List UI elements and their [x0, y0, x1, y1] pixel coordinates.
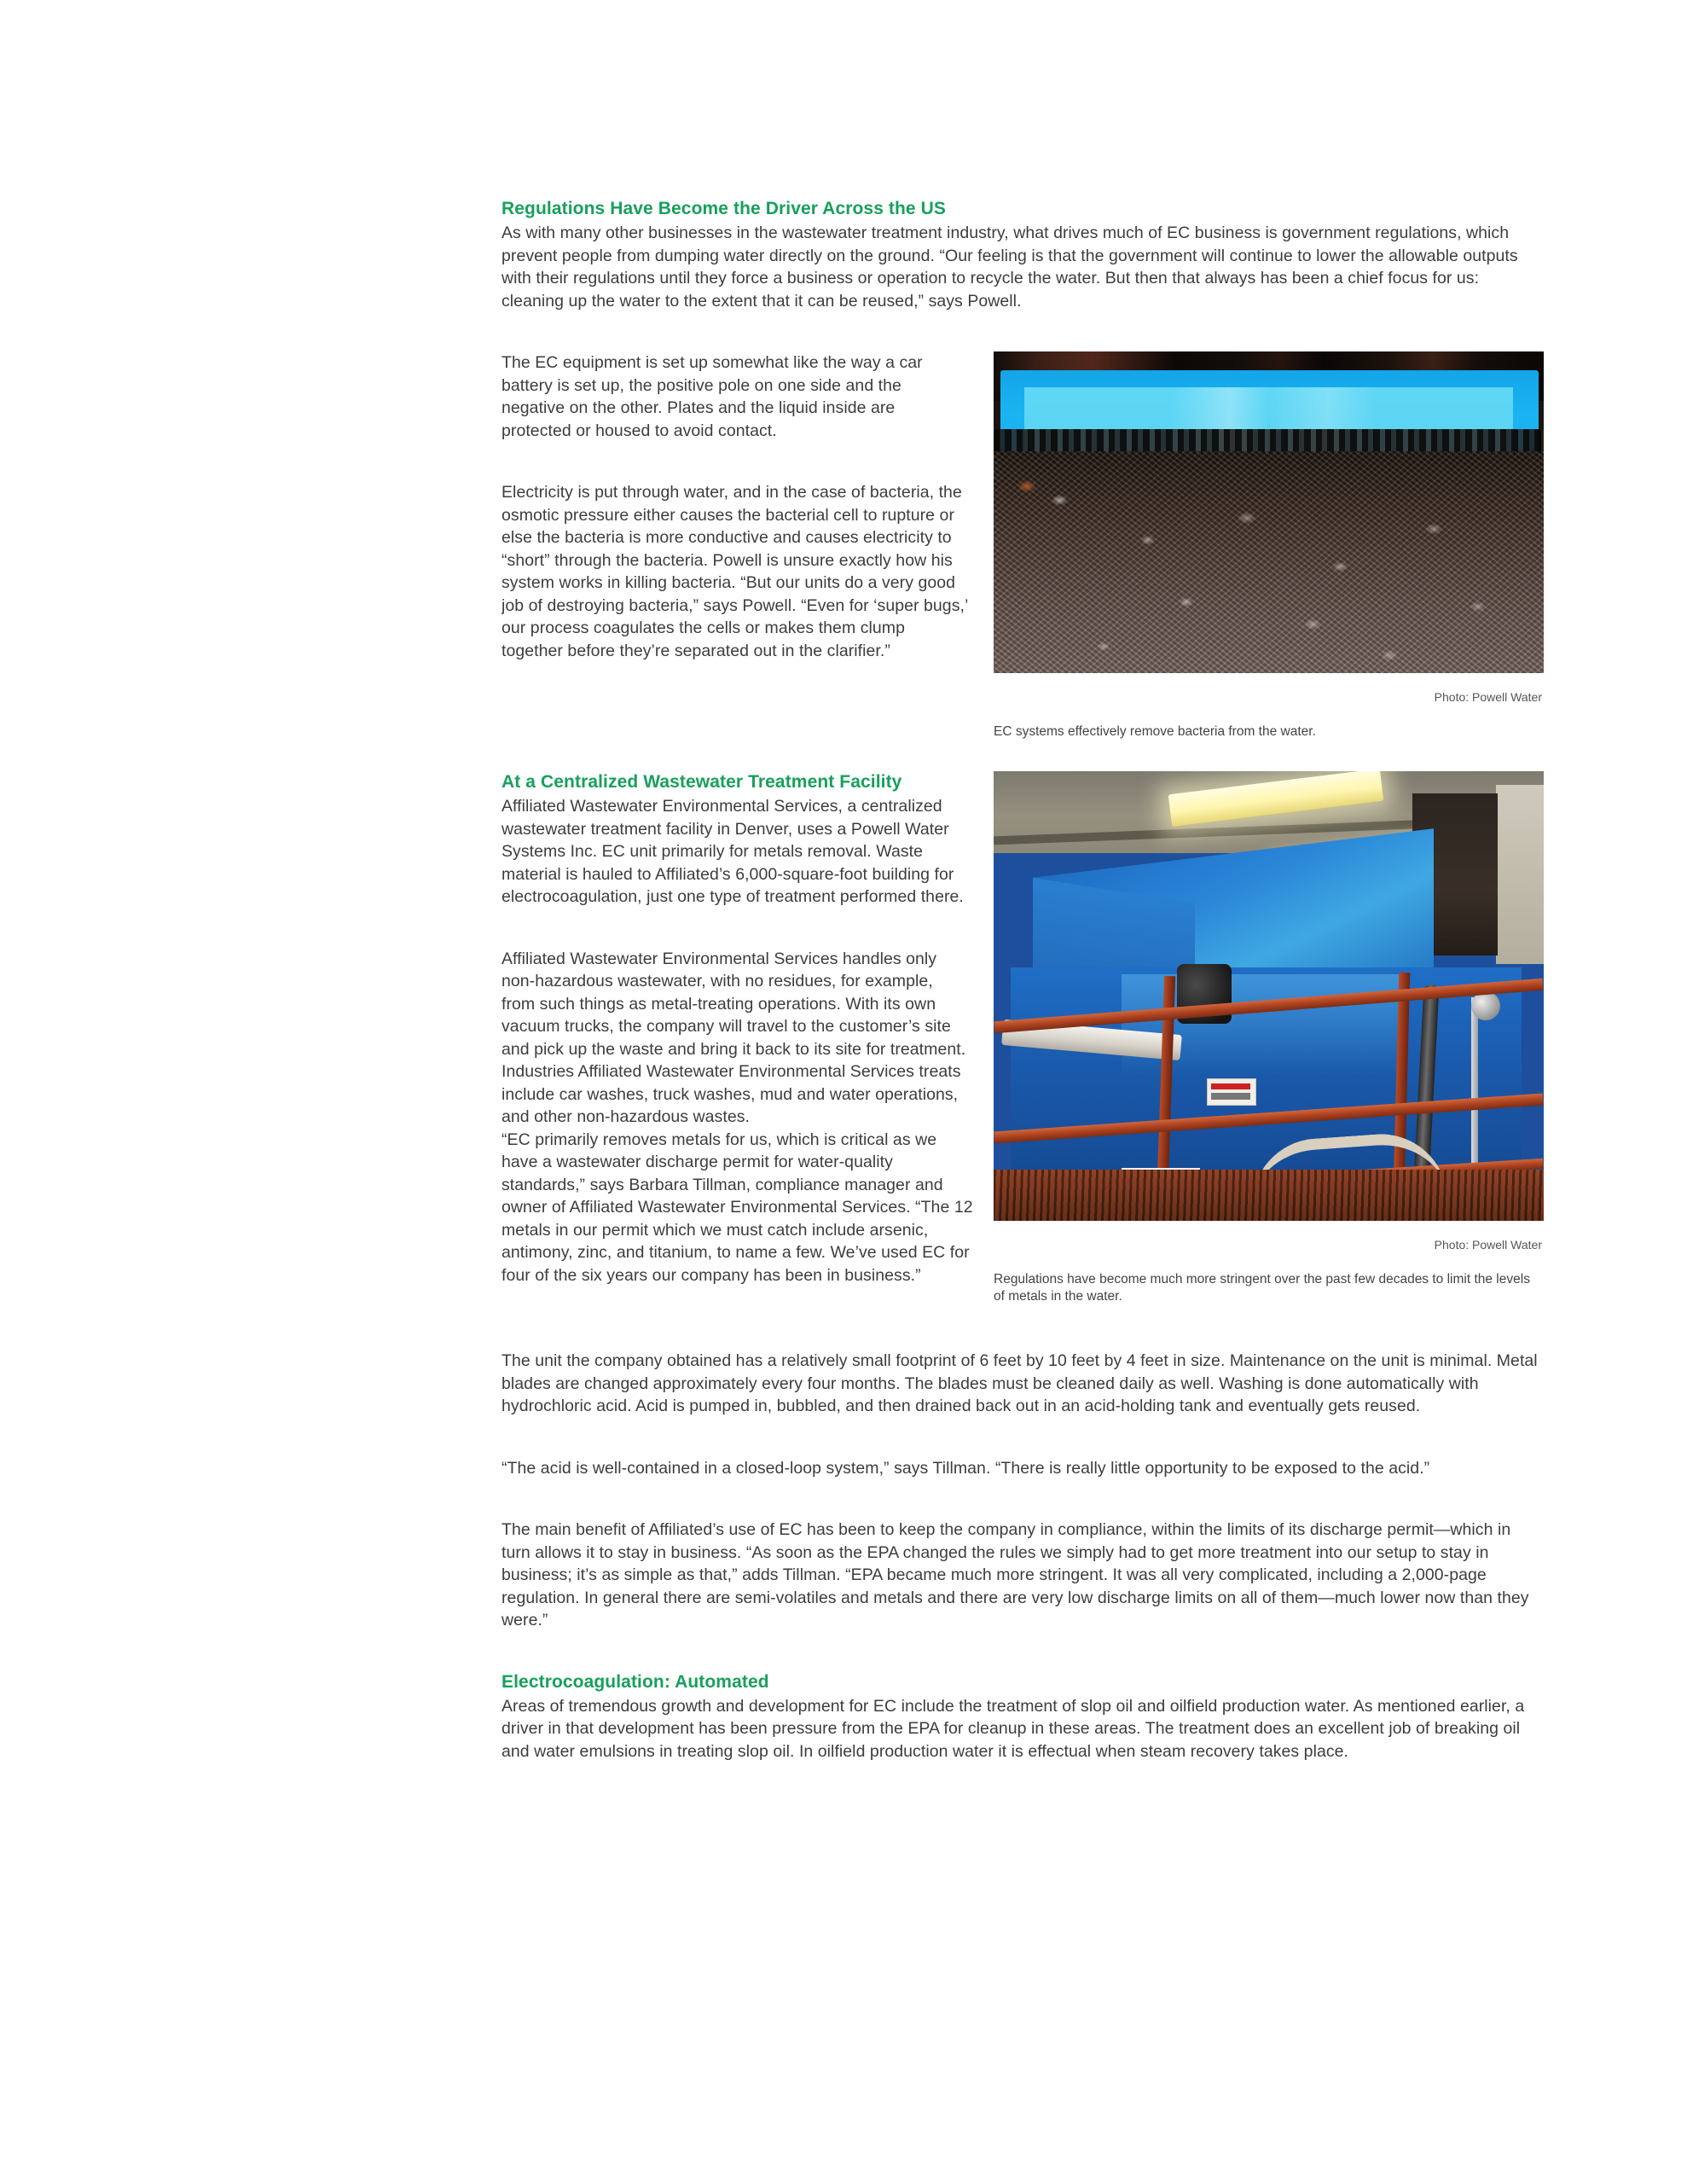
spacer — [501, 1418, 1544, 1457]
spacer — [501, 1632, 1544, 1671]
article-content — [501, 198, 1544, 1763]
paragraph-ec-equipment: The EC equipment is set up somewhat like the way a car battery is set up, the positive pole on one side and the negative on the other. Plates and the liquid inside are protected or housed to avoid contact. — [501, 353, 923, 440]
paragraph-centralized-facility: Affiliated Wastewater Environmental Services, a centralized wastewater treatment facility in Denver, uses a Powell Water Systems Inc. EC unit primarily for metals removal. Waste material is hauled to Affiliated’s 6,000-square-foot building for electrocoagulation, just one type of treatment performed there. — [501, 797, 964, 906]
section-heading-regulations-driver: Regulations Have Become the Driver Across the US — [501, 199, 947, 218]
paragraph-closed-loop: “The acid is well-contained in a closed-loop system,” says Tillman. “There is really little opportunity to be exposed to the acid.” — [501, 1458, 1430, 1478]
left-column-ec-unit — [501, 771, 969, 1129]
wrap-block-ec-unit — [501, 771, 1544, 1310]
spacer — [501, 746, 1544, 771]
figure-frame — [994, 771, 1544, 1305]
figure-credit-ec-unit: Photo: Powell Water — [1434, 1238, 1542, 1252]
figure-bacteria-tank — [994, 351, 1544, 741]
photo-valve-wheel — [1471, 991, 1500, 1020]
paragraph-non-hazardous: Affiliated Wastewater Environmental Services handles only non-hazardous wastewater, with no residues, for example, from such things as metal-treating operations. With its own vacuum trucks, the company will travel to the customer’s site and pick up the waste and bring it back to its site for treatment. Industries Affiliated Wastewater Environmental Services treats include car washes, truck washes, mud and water operations, and other non-hazardous wastes. — [501, 949, 966, 1126]
figure-ec-unit — [994, 771, 1544, 1305]
photo-right-wall — [1496, 785, 1544, 964]
photo-floor-grate — [994, 1170, 1544, 1221]
photo-warning-label — [1207, 1078, 1256, 1106]
spacer — [501, 1310, 1544, 1350]
section-heading-electrocoagulation-automated: Electrocoagulation: Automated — [501, 1671, 769, 1692]
figure-caption-ec-unit: Regulations have become much more stringent over the past few decades to limit the levels of metals in the water. — [994, 1272, 1530, 1304]
spacer — [501, 1479, 1544, 1519]
spacer — [501, 312, 1544, 351]
photo-bacteria-tank-image — [994, 351, 1544, 673]
photo-rust-spot — [1017, 480, 1036, 492]
left-column-bacteria — [501, 351, 969, 662]
paragraph-regulations-driver: As with many other businesses in the wastewater treatment industry, what drives much of EC business is government regulations, which prevent people from dumping water directly on the ground. “Our feeling is that the government will continue to lower the allowable outputs with their regulations until they force a business or operation to recycle the water. But then that always has been a chief focus for us: cleaning up the water to the extent that it can be reused,” says Powell. — [501, 224, 1518, 311]
spacer — [501, 442, 969, 481]
figure-caption-bacteria-tank: EC systems effectively remove bacteria from the water. — [994, 724, 1316, 739]
figure-frame — [994, 351, 1544, 741]
paragraph-main-benefit: The main benefit of Affiliated’s use of EC has been to keep the company in compliance, within the limits of its discharge permit—which in turn allows it to stay in business. “As soon as the EPA changed the rules we simply had to get more treatment into our setup to stay in business; it’s as simple as that,” adds Tillman. “EPA became much more stringent. It was all very complicated, including a 2,000-page regulation. In general there are semi-volatiles and metals and there are very low discharge limits on all of them—much lower now than they were.” — [501, 1520, 1529, 1629]
paragraph-tillman-quote: “EC primarily removes metals for us, which is critical as we have a wastewater discharge permit for water-quality standards,” says Barbara Tillman, compliance manager and owner of Affiliated Wastewater Environmental Services. “The 12 metals in our permit which we must catch include arsenic, antimony, zinc, and titanium, to name a few. We’ve used EC for four of the six years our company has been in business.” — [501, 1130, 973, 1285]
photo-sludge-mass — [994, 451, 1544, 673]
paragraph-electricity: Electricity is put through water, and in the case of bacteria, the osmotic pressure either causes the bacterial cell to rupture or else the bacteria is more conductive and causes electricity to “short” through the bacteria. Powell is unsure exactly how his system works in killing bacteria. “But our units do a very good job of destroying bacteria,” says Powell. “Even for ‘super bugs,’ our process coagulates the cells or makes them clump together before they’re separated out in the clarifier.” — [501, 483, 968, 660]
spacer — [501, 909, 969, 948]
paragraph-unit-footprint: The unit the company obtained has a relatively small footprint of 6 feet by 10 feet by 4 feet in size. Maintenance on the unit is minimal. Metal blades are changed approximately every four months. The blades must be cleaned daily as well. Washing is done automatically with hydrochloric acid. Acid is pumped in, bubbled, and then drained back out in an acid-holding tank and eventually gets reused. — [501, 1351, 1538, 1415]
wrap-block-bacteria — [501, 351, 1544, 746]
paragraph-electrocoagulation-automated: Areas of tremendous growth and development for EC include the treatment of slop oil and oilfield production water. As mentioned earlier, a driver in that development has been pressure from the EPA for cleanup in these areas. The treatment does an excellent job of breaking oil and water emulsions in treating slop oil. In oilfield production water it is effectual when steam recovery takes place. — [501, 1696, 1525, 1761]
figure-credit-bacteria-tank: Photo: Powell Water — [1434, 690, 1542, 704]
photo-ec-unit-image — [994, 771, 1544, 1221]
section-heading-centralized-facility: At a Centralized Wastewater Treatment Facility — [501, 772, 902, 792]
